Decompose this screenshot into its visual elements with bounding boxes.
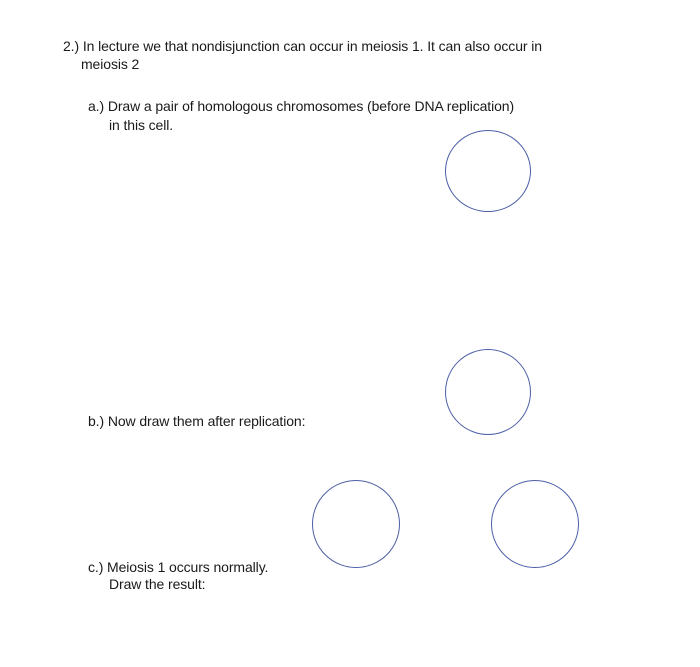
part-c-line-2: Draw the result: — [109, 576, 206, 592]
cell-circle-a[interactable] — [445, 130, 531, 212]
question-line-2: meiosis 2 — [81, 56, 140, 72]
cell-circle-c-left[interactable] — [312, 480, 400, 568]
part-a-line-1: a.) Draw a pair of homologous chromosomes (before DNA replication) — [88, 98, 515, 114]
part-c-line-1: c.) Meiosis 1 occurs normally. — [88, 559, 269, 575]
cell-circle-c-right[interactable] — [491, 480, 579, 568]
part-b-line-1: b.) Now draw them after replication: — [88, 413, 306, 429]
part-a-line-2: in this cell. — [109, 117, 174, 133]
cell-circle-b[interactable] — [445, 349, 531, 435]
question-line-1: 2.) In lecture we that nondisjunction can occur in meiosis 1. It can also occur in — [63, 38, 542, 54]
